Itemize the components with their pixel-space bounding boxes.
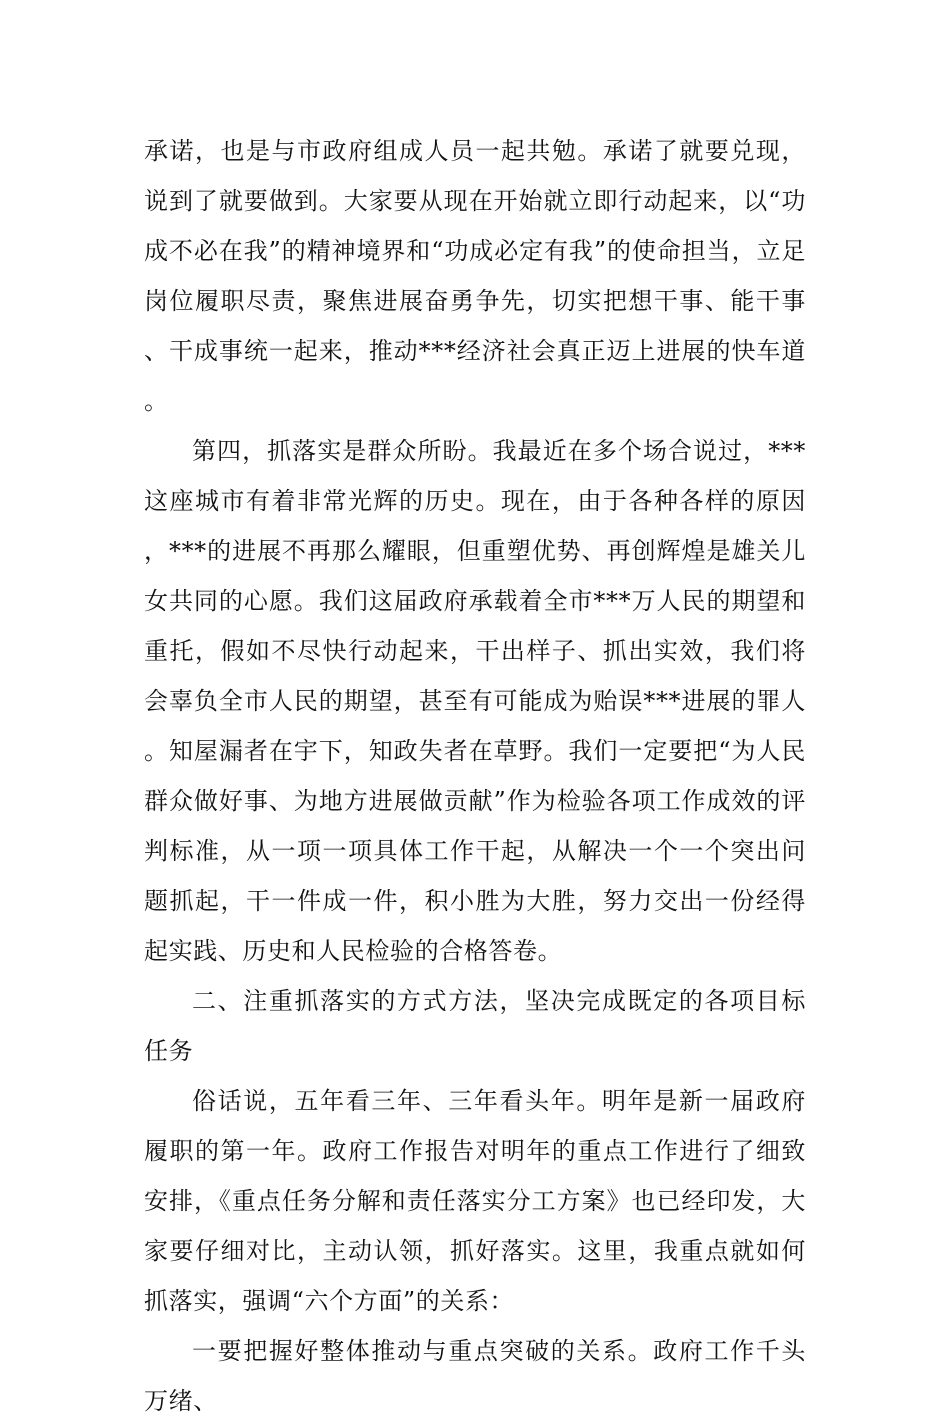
section-heading-two: 二、注重抓落实的方式方法，坚决完成既定的各项目标任务 (144, 987, 806, 1065)
paragraph-first-relation: 一要把握好整体推动与重点突破的关系。政府工作千头万绪、 (144, 1337, 806, 1415)
paragraph-section-intro: 俗话说，五年看三年、三年看头年。明年是新一届政府履职的第一年。政府工作报告对明年的重点工作进行了细致安排，《重点任务分解和责任落实分工方案》也已经印发，大家要仔细对比，主动认领，抓好落实。这里，我重点就如何抓落实，强调“六个方面”的关系： (144, 1087, 806, 1315)
document-body (144, 126, 806, 1426)
paragraph-continuation: 承诺，也是与市政府组成人员一起共勉。承诺了就要兑现，说到了就要做到。大家要从现在开始就立即行动起来，以“功成不必在我”的精神境界和“功成必定有我”的使命担当，立足岗位履职尽责，聚焦进展奋勇争先，切实把想干事、能干事、干成事统一起来，推动***经济社会真正迈上进展的快车道。 (144, 137, 806, 415)
paragraph-point-four: 第四，抓落实是群众所盼。我最近在多个场合说过，***这座城市有着非常光辉的历史。现在，由于各种各样的原因，***的进展不再那么耀眼，但重塑优势、再创辉煌是雄关儿女共同的心愿。我们这届政府承载着全市***万人民的期望和重托，假如不尽快行动起来，干出样子、抓出实效，我们将会辜负全市人民的期望，甚至有可能成为贻误***进展的罪人。知屋漏者在宇下，知政失者在草野。我们一定要把“为人民群众做好事、为地方进展做贡献”作为检验各项工作成效的评判标准，从一项一项具体工作干起，从解决一个一个突出问题抓起，干一件成一件，积小胜为大胜，努力交出一份经得起实践、历史和人民检验的合格答卷。 (144, 437, 806, 965)
